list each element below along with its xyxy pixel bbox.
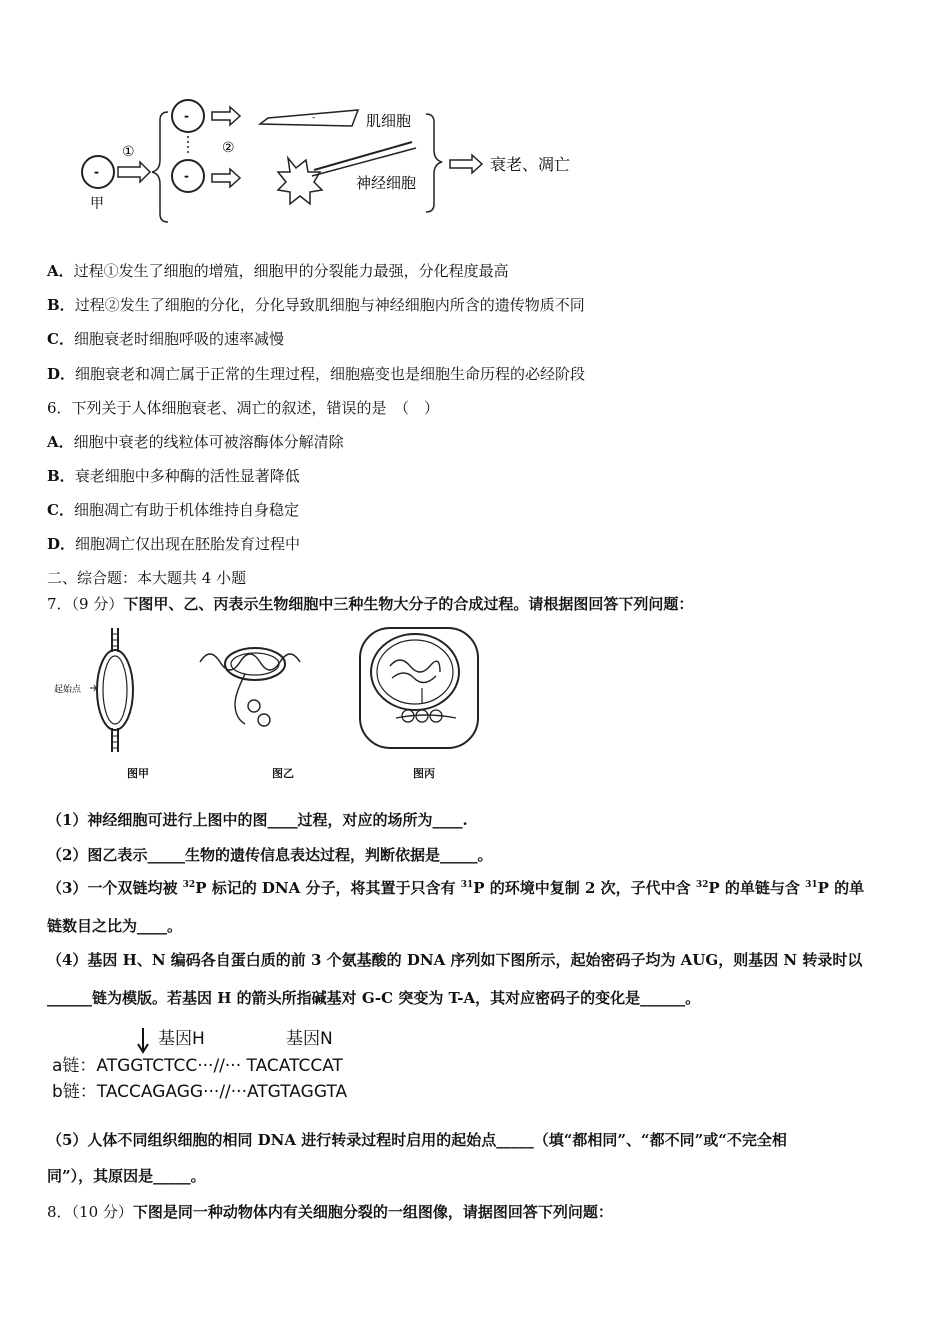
gene-h-arrow [136, 1026, 150, 1054]
q5-option-b: B．过程②发生了细胞的分化，分化导致肌细胞与神经细胞内所含的遗传物质不同 [47, 296, 585, 314]
section-heading: 二、综合题：本大题共 4 小题 [47, 569, 247, 587]
figure-bing-eukaryotic-cell [360, 628, 478, 748]
q5-option-c: C．细胞衰老时细胞呼吸的速率减慢 [47, 330, 284, 348]
gene-h-label: 基因H [158, 1029, 205, 1049]
label-result: 衰老、凋亡 [490, 155, 571, 174]
q7-part5-line2: 同”），其原因是_____。 [47, 1167, 206, 1185]
figure-jia-replication [54, 628, 133, 752]
svg-text:-: - [184, 109, 189, 123]
q5-option-a: A．过程①发生了细胞的增殖，细胞甲的分裂能力最强，分化程度最高 [47, 262, 509, 280]
label-start-point: 起始点 [54, 685, 82, 695]
figure-yi-transcription-translation [200, 648, 300, 726]
q7-part1: （1）神经细胞可进行上图中的图____过程，对应的场所为____. [47, 811, 468, 829]
q5-option-d: D．细胞衰老和凋亡属于正常的生理过程，细胞癌变也是细胞生命历程的必经阶段 [47, 365, 586, 383]
q8-stem: 8．（10 分）下图是同一种动物体内有关细胞分裂的一组图像，请据图回答下列问题： [47, 1203, 613, 1221]
q6-option-b: B．衰老细胞中多种酶的活性显著降低 [47, 467, 300, 485]
arrow-step1 [118, 162, 150, 182]
label-nerve: 神经细胞 [356, 174, 417, 192]
q7-figures [50, 622, 490, 782]
q6-option-d: D．细胞凋亡仅出现在胚胎发育过程中 [47, 535, 301, 553]
q7-part4-line1: （4）基因 H、N 编码各自蛋白质的前 3 个氨基酸的 DNA 序列如下图所示，起始密码子均为 AUG，则基因 N 转录时以 [47, 951, 863, 969]
label-muscle: 肌细胞 [366, 112, 412, 130]
q6-stem: 6．下列关于人体细胞衰老、凋亡的叙述，错误的是 （ ） [47, 399, 440, 417]
nerve-cell-shape [278, 158, 322, 204]
label-jia: 甲 [90, 196, 104, 212]
q7-part5-line1: （5）人体不同组织细胞的相同 DNA 进行转录过程时启用的起始点_____（填“都相同”、“都不同”或“不完全相 [47, 1131, 787, 1149]
q6-option-c: C．细胞凋亡有助于机体维持自身稳定 [47, 501, 299, 519]
strand-b: b链：TACCAGAGG···//···ATGTAGGTA [52, 1082, 348, 1102]
muscle-cell-shape [260, 110, 358, 126]
label-step1: ① [122, 144, 135, 160]
gene-n-label: 基因N [286, 1029, 333, 1049]
caption-figure-yi: 图乙 [272, 767, 294, 780]
caption-figure-bing: 图丙 [413, 767, 435, 780]
q6-option-a: A．细胞中衰老的线粒体可被溶酶体分解清除 [47, 433, 344, 451]
svg-text:-: - [94, 165, 99, 179]
right-brace [426, 114, 442, 212]
strand-a: a链：ATGGTCTCC···//··· TACATCCAT [52, 1056, 343, 1076]
q7-part3-line2: 链数目之比为____。 [47, 917, 183, 935]
left-brace [152, 112, 168, 222]
q7-stem: 7．（9 分）下图甲、乙、丙表示生物细胞中三种生物大分子的合成过程。请根据图回答下列问题： [47, 595, 694, 613]
q7-part4-line2: ______链为模版。若基因 H 的箭头所指碱基对 G-C 突变为 T-A，其对应密码子的变化是______。 [47, 989, 701, 1007]
svg-text:-: - [184, 169, 189, 183]
q7-part3-line1: （3）一个双链均被 $^{32}$P 标记的 DNA 分子，将其置于只含有 $^{31}$P 的环境中复制 2 次，子代中含 $^{32}$P 的单链与含 $^{31}$P 的单 [47, 879, 865, 897]
caption-figure-jia: 图甲 [127, 767, 149, 780]
label-step2: ② [222, 140, 235, 156]
q7-part2: （2）图乙表示_____生物的遗传信息表达过程，判断依据是_____。 [47, 846, 493, 864]
svg-text:-: - [312, 113, 316, 123]
cell-differentiation-diagram [60, 90, 600, 230]
